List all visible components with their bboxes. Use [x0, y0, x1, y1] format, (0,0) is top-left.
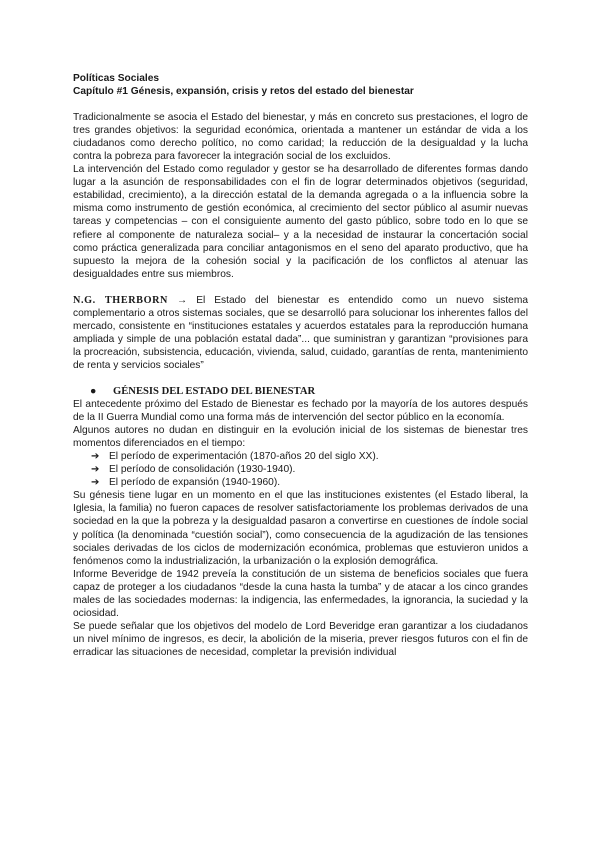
- document-body: [73, 72, 528, 659]
- arrow-icon: ➔: [91, 477, 100, 489]
- paragraph-beveridge-objectives: Se puede señalar que los objetivos del modelo de Lord Beveridge eran garantizar a los ciudadanos un nivel mínimo de ingresos, es decir, la abolición de la miseria, prever riesgos futuros con el fin de erradicar las situaciones de necesidad, completar la previsión individual: [73, 620, 528, 658]
- spacer: [73, 281, 528, 294]
- spacer: [73, 98, 528, 111]
- arrow-icon: →: [177, 294, 188, 306]
- paragraph-therborn: [73, 294, 528, 372]
- list-item-text: El período de experimentación (1870-años 20 del siglo XX).: [109, 451, 379, 463]
- bullet-icon: ●: [90, 385, 97, 397]
- paragraph-objectives: Tradicionalmente se asocia el Estado del bienestar, y más en concreto sus prestaciones, el logro de tres grandes objetivos: la seguridad económica, orientada a mantener un estándar de vida a los ciudadanos como derecho político, no como caridad; la reducción de la desigualdad y la lucha contra la pobreza para favorecer la integración social de los excluidos.: [73, 112, 528, 163]
- therborn-definition: El Estado del bienestar es entendido como un nuevo sistema complementario a otros sistemas sociales, que se desarrolló para solucionar los inherentes fallos del mercado, consistente en “instituciones estatales y acuerdos estatales para la reproducción humana ampliada y simple de una población estatal dada”... que suministran y garantizan “provisiones para la procreación, subsistencia, educación, vivienda, salud, cuidado, garantías de renta, mantenimiento de renta y servicios sociales”: [73, 294, 529, 371]
- document-title: Políticas Sociales: [73, 73, 160, 84]
- list-item: [91, 463, 528, 476]
- paragraph-antecedent: El antecedente próximo del Estado de Bienestar es fechado por la mayoría de los autores después de la II Guerra Mundial como una forma más de intervención del sector público en la economía.: [73, 399, 528, 424]
- arrow-icon: ➔: [91, 451, 100, 463]
- list-item: [91, 476, 528, 489]
- paragraph-three-moments: Algunos autores no dudan en distinguir en la evolución inicial de los sistemas de bienestar tres momentos diferenciados en el tiempo:: [73, 425, 528, 450]
- spacer: [73, 372, 528, 385]
- paragraph-beveridge-report: Informe Beveridge de 1942 preveía la constitución de un sistema de beneficios sociales que fuera capaz de proteger a los ciudadanos “desde la cuna hasta la tumba” y de atacar a los cinco grandes males de las sociedades modernas: la indigencia, las enfermedades, la ignorancia, la suciedad y la ociosidad.: [73, 568, 528, 619]
- paragraph-genesis: Su génesis tiene lugar en un momento en el que las instituciones existentes (el Estado liberal, la Iglesia, la familia) no fueron capaces de resolver satisfactoriamente los problemas derivados de una sociedad en la que la pobreza y la desigualdad pasaron a convertirse en cuestiones de índole social y política (la denominada “cuestión social”), como consecuencia de la agudización de las tensiones sociales derivadas de los ciclos de modernización económica, problemas que estuvieron unidos a fenómenos como la industrialización, la urbanización o la explosión demográfica.: [73, 490, 528, 567]
- section-heading-text: GÉNESIS DEL ESTADO DEL BIENESTAR: [113, 385, 316, 397]
- list-item-text: El período de expansión (1940-1960).: [109, 477, 281, 489]
- periods-list: [73, 450, 528, 489]
- paragraph-state-intervention: La intervención del Estado como regulador y gestor se ha desarrollado de diferentes formas dando lugar a la asunción de responsabilidades con el fin de lograr determinados objetivos (seguridad, estabilidad, crecimiento), a la dirección estatal de la demanda agregada o a la influencia sobre la misma como instrumento de gestión económica, al crecimiento del sector público al asumir nuevas tareas y competencias – con el consiguiente aumento del gasto público, sobre todo en lo que se refiere al componente de naturaleza social– y a la necesidad de instaurar la concertación social como práctica generalizada para conciliar antagonismos en el seno del aparato productivo, que ha supuesto la mejora de la cohesión social y la pacificación de los conflictos al atenuar las desigualdades entre sus miembros.: [73, 164, 528, 280]
- arrow-icon: ➔: [91, 464, 100, 476]
- list-item-text: El período de consolidación (1930-1940).: [109, 464, 296, 476]
- section-heading: [73, 385, 528, 398]
- list-item: [91, 450, 528, 463]
- chapter-title: Capítulo #1 Génesis, expansión, crisis y retos del estado del bienestar: [73, 86, 414, 98]
- therborn-author: N.G. THERBORN: [73, 294, 169, 306]
